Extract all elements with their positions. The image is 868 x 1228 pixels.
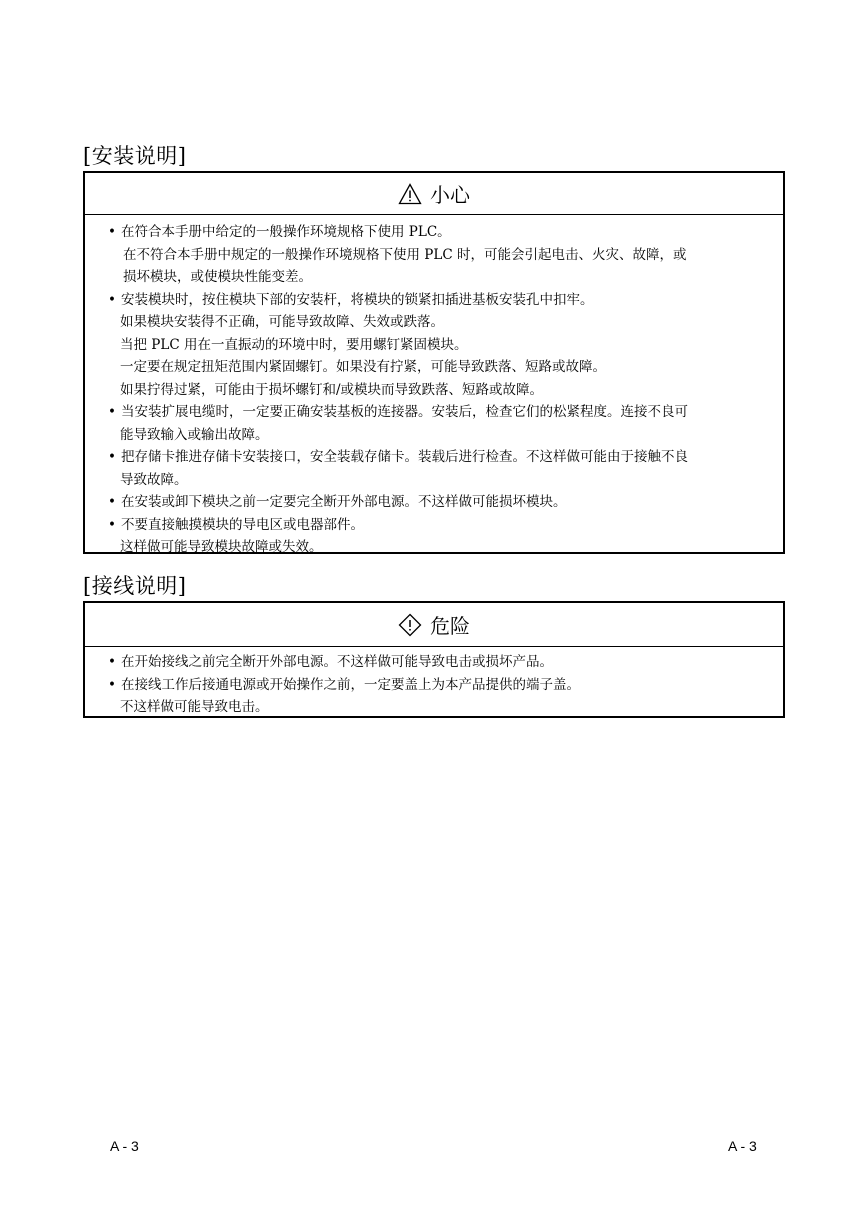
line-text: 不要直接触摸模块的导电区或电器部件。 bbox=[121, 516, 364, 533]
line-text: 在不符合本手册中规定的一般操作环境规格下使用 PLC 时，可能会引起电击、火灾、故障，或 bbox=[123, 246, 687, 263]
line-text: 如果拧得过紧，可能由于损坏螺钉和/或模块而导致跌落、短路或故障。 bbox=[120, 381, 544, 398]
line-text: 在符合本手册中给定的一般操作环境规格下使用 PLC。 bbox=[121, 224, 451, 240]
list-item-continuation bbox=[85, 424, 783, 447]
bullet-icon: • bbox=[108, 654, 116, 670]
list-item-continuation bbox=[85, 696, 783, 719]
section-title-install: [安装说明] bbox=[83, 144, 187, 168]
danger-title: 危险 bbox=[430, 614, 470, 638]
list-item bbox=[85, 491, 783, 514]
list-item-continuation bbox=[85, 536, 783, 559]
list-item bbox=[85, 446, 783, 469]
list-item bbox=[85, 289, 783, 312]
line-text: 导致故障。 bbox=[120, 471, 188, 488]
bullet-icon: • bbox=[108, 494, 116, 510]
page-number-left: A - 3 bbox=[110, 1138, 139, 1154]
line-text: 如果模块安装得不正确，可能导致故障、失效或跌落。 bbox=[120, 314, 444, 330]
list-item-continuation bbox=[85, 266, 783, 289]
danger-box bbox=[83, 601, 785, 718]
line-text: 一定要在规定扭矩范围内紧固螺钉。如果没有拧紧，可能导致跌落、短路或故障。 bbox=[120, 359, 606, 375]
caution-box bbox=[83, 171, 785, 554]
danger-body bbox=[85, 647, 783, 723]
caution-title: 小心 bbox=[430, 183, 470, 207]
list-item-continuation bbox=[85, 244, 783, 267]
line-text: 这样做可能导致模块故障或失效。 bbox=[120, 539, 323, 555]
caution-body bbox=[85, 215, 783, 563]
list-item bbox=[85, 674, 783, 697]
list-item bbox=[85, 221, 783, 244]
line-text: 损坏模块，或使模块性能变差。 bbox=[123, 269, 312, 285]
line-text: 不这样做可能导致电击。 bbox=[120, 699, 269, 715]
line-text: 在安装或卸下模块之前一定要完全断开外部电源。不这样做可能损坏模块。 bbox=[121, 494, 567, 510]
bullet-icon: • bbox=[108, 224, 116, 240]
list-item bbox=[85, 651, 783, 674]
caution-header bbox=[85, 173, 783, 215]
list-item bbox=[85, 401, 783, 424]
line-text: 在开始接线之前完全断开外部电源。不这样做可能导致电击或损坏产品。 bbox=[121, 654, 553, 670]
page-number-right: A - 3 bbox=[728, 1138, 757, 1154]
list-item-continuation bbox=[85, 469, 783, 492]
list-item-continuation bbox=[85, 334, 783, 357]
line-text: 把存储卡推进存储卡安装接口，安全装载存储卡。装载后进行检查。不这样做可能由于接触不良 bbox=[121, 449, 688, 465]
line-text: 当把 PLC 用在一直振动的环境中时，要用螺钉紧固模块。 bbox=[120, 336, 468, 353]
list-item-continuation bbox=[85, 379, 783, 402]
danger-header bbox=[85, 603, 783, 647]
list-item bbox=[85, 514, 783, 537]
bullet-icon: • bbox=[108, 291, 116, 308]
line-text: 能导致输入或输出故障。 bbox=[120, 426, 269, 443]
bullet-icon: • bbox=[108, 516, 116, 533]
bullet-icon: • bbox=[108, 404, 116, 420]
warning-triangle-icon bbox=[398, 183, 422, 205]
line-text: 安装模块时，按住模块下部的安装杆，将模块的锁紧扣插进基板安装孔中扣牢。 bbox=[121, 291, 594, 308]
line-text: 当安装扩展电缆时，一定要正确安装基板的连接器。安装后，检查它们的松紧程度。连接不良可 bbox=[121, 404, 688, 420]
list-item-continuation bbox=[85, 311, 783, 334]
bullet-icon: • bbox=[108, 676, 116, 693]
list-item-continuation bbox=[85, 356, 783, 379]
section-title-wiring: [接线说明] bbox=[83, 574, 187, 598]
danger-diamond-icon bbox=[398, 613, 422, 637]
line-text: 在接线工作后接通电源或开始操作之前，一定要盖上为本产品提供的端子盖。 bbox=[121, 676, 580, 693]
bullet-icon: • bbox=[108, 449, 116, 465]
